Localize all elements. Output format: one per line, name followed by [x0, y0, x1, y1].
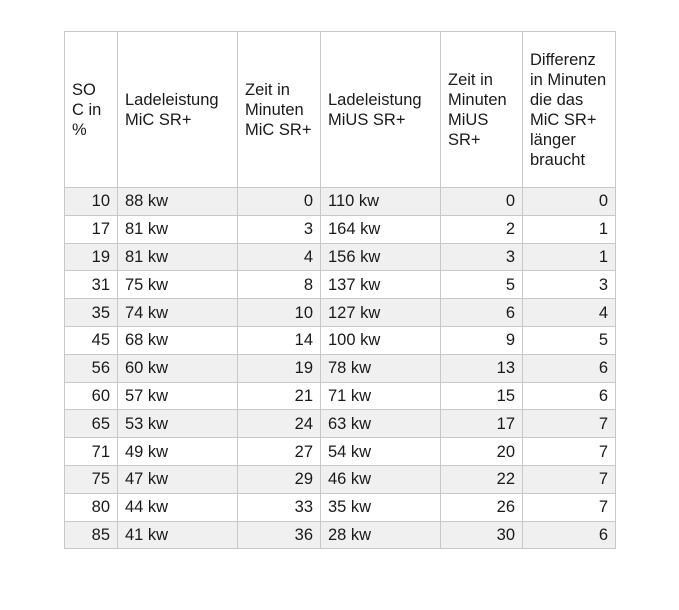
- cell-time-mic: 0: [238, 188, 321, 216]
- cell-soc: 60: [65, 382, 118, 410]
- header-time-mius: Zeit in Minuten MiUS SR+: [441, 32, 523, 188]
- header-difference: Differenz in Minuten die das MiC SR+ länger braucht: [523, 32, 616, 188]
- table-row: [65, 188, 616, 216]
- cell-power-mius: 164 kw: [321, 215, 441, 243]
- cell-time-mic: 3: [238, 215, 321, 243]
- cell-power-mic: 74 kw: [118, 299, 238, 327]
- table-row: [65, 354, 616, 382]
- header-soc: SO C in %: [65, 32, 118, 188]
- cell-power-mic: 75 kw: [118, 271, 238, 299]
- cell-difference: 5: [523, 326, 616, 354]
- header-power-mic: Ladeleistung MiC SR+: [118, 32, 238, 188]
- cell-power-mic: 57 kw: [118, 382, 238, 410]
- cell-time-mius: 30: [441, 521, 523, 549]
- table-row: [65, 215, 616, 243]
- cell-time-mius: 13: [441, 354, 523, 382]
- table-row: [65, 382, 616, 410]
- cell-power-mic: 49 kw: [118, 438, 238, 466]
- cell-difference: 1: [523, 243, 616, 271]
- cell-time-mius: 20: [441, 438, 523, 466]
- cell-difference: 7: [523, 438, 616, 466]
- cell-time-mius: 26: [441, 493, 523, 521]
- cell-soc: 75: [65, 465, 118, 493]
- cell-power-mic: 41 kw: [118, 521, 238, 549]
- cell-difference: 7: [523, 410, 616, 438]
- cell-time-mic: 27: [238, 438, 321, 466]
- cell-power-mic: 60 kw: [118, 354, 238, 382]
- table-row: [65, 271, 616, 299]
- table-row: [65, 493, 616, 521]
- cell-time-mius: 3: [441, 243, 523, 271]
- cell-soc: 35: [65, 299, 118, 327]
- cell-soc: 31: [65, 271, 118, 299]
- table-row: [65, 465, 616, 493]
- cell-soc: 19: [65, 243, 118, 271]
- cell-power-mic: 68 kw: [118, 326, 238, 354]
- cell-time-mic: 24: [238, 410, 321, 438]
- cell-difference: 7: [523, 465, 616, 493]
- header-row: [65, 32, 616, 188]
- cell-time-mius: 0: [441, 188, 523, 216]
- table-row: [65, 299, 616, 327]
- cell-power-mius: 156 kw: [321, 243, 441, 271]
- cell-soc: 65: [65, 410, 118, 438]
- cell-power-mius: 110 kw: [321, 188, 441, 216]
- cell-soc: 85: [65, 521, 118, 549]
- cell-power-mius: 35 kw: [321, 493, 441, 521]
- cell-time-mius: 6: [441, 299, 523, 327]
- cell-time-mius: 17: [441, 410, 523, 438]
- cell-soc: 45: [65, 326, 118, 354]
- table-row: [65, 243, 616, 271]
- cell-time-mic: 29: [238, 465, 321, 493]
- cell-power-mius: 100 kw: [321, 326, 441, 354]
- cell-time-mius: 5: [441, 271, 523, 299]
- cell-time-mic: 4: [238, 243, 321, 271]
- header-time-mic: Zeit in Minuten MiC SR+: [238, 32, 321, 188]
- table-row: [65, 521, 616, 549]
- cell-soc: 80: [65, 493, 118, 521]
- cell-difference: 0: [523, 188, 616, 216]
- cell-difference: 4: [523, 299, 616, 327]
- cell-soc: 56: [65, 354, 118, 382]
- cell-time-mius: 9: [441, 326, 523, 354]
- cell-time-mic: 33: [238, 493, 321, 521]
- cell-power-mic: 53 kw: [118, 410, 238, 438]
- cell-soc: 17: [65, 215, 118, 243]
- cell-power-mic: 81 kw: [118, 243, 238, 271]
- cell-power-mius: 71 kw: [321, 382, 441, 410]
- cell-difference: 3: [523, 271, 616, 299]
- cell-time-mius: 2: [441, 215, 523, 243]
- cell-difference: 1: [523, 215, 616, 243]
- cell-difference: 6: [523, 521, 616, 549]
- charging-comparison-table: [64, 31, 616, 549]
- cell-time-mius: 22: [441, 465, 523, 493]
- cell-power-mius: 54 kw: [321, 438, 441, 466]
- cell-time-mius: 15: [441, 382, 523, 410]
- cell-difference: 6: [523, 382, 616, 410]
- cell-power-mius: 127 kw: [321, 299, 441, 327]
- cell-difference: 6: [523, 354, 616, 382]
- cell-power-mic: 47 kw: [118, 465, 238, 493]
- cell-power-mius: 46 kw: [321, 465, 441, 493]
- table-row: [65, 438, 616, 466]
- header-power-mius: Ladeleistung MiUS SR+: [321, 32, 441, 188]
- cell-soc: 71: [65, 438, 118, 466]
- cell-power-mic: 88 kw: [118, 188, 238, 216]
- cell-power-mius: 28 kw: [321, 521, 441, 549]
- cell-difference: 7: [523, 493, 616, 521]
- cell-time-mic: 10: [238, 299, 321, 327]
- cell-soc: 10: [65, 188, 118, 216]
- cell-time-mic: 19: [238, 354, 321, 382]
- cell-power-mius: 78 kw: [321, 354, 441, 382]
- table-row: [65, 410, 616, 438]
- cell-power-mius: 137 kw: [321, 271, 441, 299]
- cell-time-mic: 8: [238, 271, 321, 299]
- table-row: [65, 326, 616, 354]
- cell-power-mic: 44 kw: [118, 493, 238, 521]
- cell-power-mic: 81 kw: [118, 215, 238, 243]
- cell-time-mic: 36: [238, 521, 321, 549]
- cell-time-mic: 14: [238, 326, 321, 354]
- cell-power-mius: 63 kw: [321, 410, 441, 438]
- table-body: [65, 188, 616, 549]
- cell-time-mic: 21: [238, 382, 321, 410]
